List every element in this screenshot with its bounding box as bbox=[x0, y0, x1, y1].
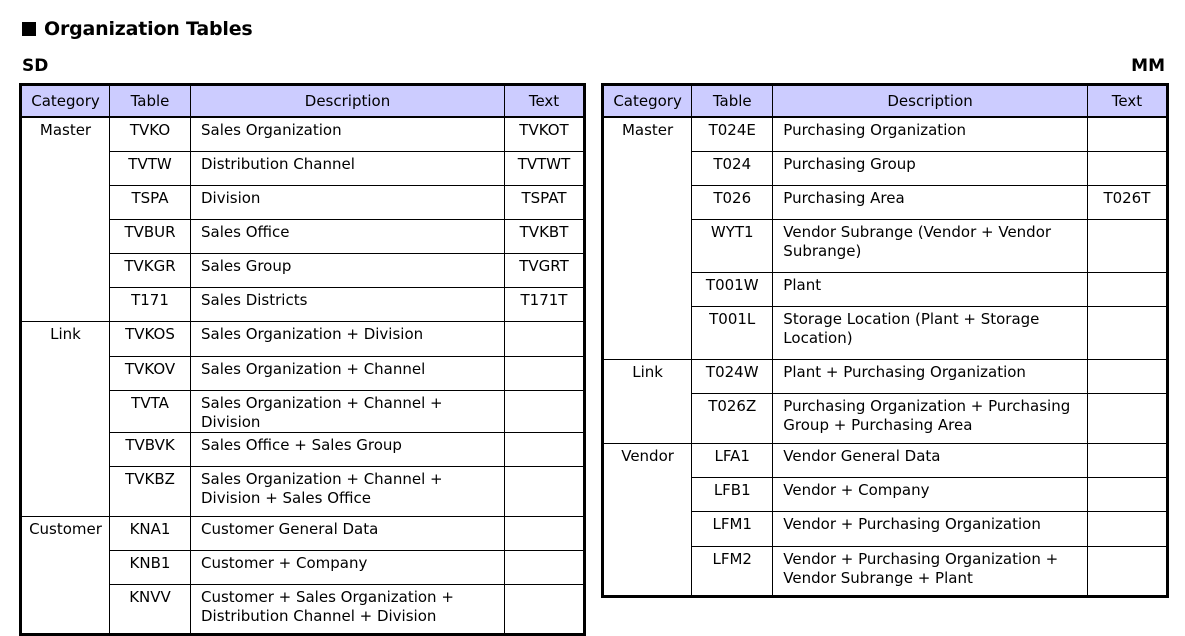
text-table-cell bbox=[505, 584, 585, 634]
category-cell: Link bbox=[603, 359, 692, 443]
table-name-cell: TVKBZ bbox=[110, 466, 191, 516]
description-cell: Purchasing Organization bbox=[773, 117, 1088, 151]
table-name-cell: T171 bbox=[110, 287, 191, 321]
description-cell: Sales Group bbox=[191, 253, 505, 287]
text-column-header: Text bbox=[505, 85, 585, 118]
description-cell: Vendor General Data bbox=[773, 443, 1088, 477]
mm-table-body bbox=[603, 117, 1168, 596]
description-cell: Sales Organization + Division bbox=[191, 321, 505, 356]
table-name-cell: TVKO bbox=[110, 117, 191, 151]
table-name-cell: LFM2 bbox=[692, 546, 773, 596]
text-table-cell bbox=[1087, 272, 1167, 306]
table-name-cell: T001L bbox=[692, 306, 773, 359]
mm-organization-table bbox=[601, 83, 1169, 598]
table-name-cell: T024W bbox=[692, 359, 773, 393]
text-table-cell: T171T bbox=[505, 287, 585, 321]
description-cell: Sales Districts bbox=[191, 287, 505, 321]
sd-section-label: SD bbox=[22, 56, 49, 76]
square-bullet-icon bbox=[22, 22, 36, 36]
table-row bbox=[603, 117, 1168, 151]
table-name-cell: T024E bbox=[692, 117, 773, 151]
sd-organization-table bbox=[19, 83, 586, 636]
category-cell: Vendor bbox=[603, 443, 692, 596]
table-row bbox=[21, 117, 585, 151]
table-name-cell: T026Z bbox=[692, 393, 773, 443]
description-cell: Sales Organization + Channel bbox=[191, 356, 505, 390]
category-cell: Link bbox=[21, 321, 110, 516]
table-name-cell: TVTA bbox=[110, 390, 191, 432]
page-title-text: Organization Tables bbox=[44, 18, 253, 40]
table-header-row bbox=[21, 85, 585, 118]
text-table-cell bbox=[505, 432, 585, 466]
description-cell: Purchasing Group bbox=[773, 151, 1088, 185]
mm-section-label: MM bbox=[1131, 56, 1165, 76]
text-table-cell: TVKBT bbox=[505, 219, 585, 253]
category-column-header: Category bbox=[21, 85, 110, 118]
text-table-cell bbox=[1087, 117, 1167, 151]
table-name-cell: TVBUR bbox=[110, 219, 191, 253]
description-cell: Sales Office bbox=[191, 219, 505, 253]
text-table-cell bbox=[1087, 511, 1167, 546]
table-name-cell: KNB1 bbox=[110, 550, 191, 584]
description-cell: Customer + Sales Organization + Distribution Channel + Division bbox=[191, 584, 505, 634]
description-cell: Sales Organization + Channel + Division bbox=[191, 390, 505, 432]
text-table-cell bbox=[1087, 359, 1167, 393]
text-table-cell bbox=[1087, 219, 1167, 272]
text-table-cell bbox=[505, 390, 585, 432]
text-table-cell bbox=[1087, 393, 1167, 443]
description-cell: Plant + Purchasing Organization bbox=[773, 359, 1088, 393]
description-cell: Vendor + Purchasing Organization + Vendor Subrange + Plant bbox=[773, 546, 1088, 596]
text-table-cell bbox=[1087, 546, 1167, 596]
description-cell: Vendor + Company bbox=[773, 477, 1088, 511]
table-name-cell: TVBVK bbox=[110, 432, 191, 466]
table-name-cell: LFB1 bbox=[692, 477, 773, 511]
description-cell: Customer + Company bbox=[191, 550, 505, 584]
text-table-cell bbox=[1087, 306, 1167, 359]
table-header-row bbox=[603, 85, 1168, 118]
text-table-cell bbox=[1087, 477, 1167, 511]
text-table-cell: TSPAT bbox=[505, 185, 585, 219]
table-name-cell: T024 bbox=[692, 151, 773, 185]
table-column-header: Table bbox=[692, 85, 773, 118]
sd-table-body bbox=[21, 117, 585, 634]
text-table-cell bbox=[505, 466, 585, 516]
description-cell: Purchasing Area bbox=[773, 185, 1088, 219]
category-cell: Customer bbox=[21, 516, 110, 634]
description-cell: Vendor Subrange (Vendor + Vendor Subrange) bbox=[773, 219, 1088, 272]
category-cell: Master bbox=[21, 117, 110, 321]
description-column-header: Description bbox=[773, 85, 1088, 118]
table-row bbox=[603, 443, 1168, 477]
text-column-header: Text bbox=[1087, 85, 1167, 118]
table-name-cell: WYT1 bbox=[692, 219, 773, 272]
table-row bbox=[603, 359, 1168, 393]
table-row bbox=[21, 516, 585, 550]
text-table-cell: TVTWT bbox=[505, 151, 585, 185]
description-cell: Distribution Channel bbox=[191, 151, 505, 185]
table-name-cell: KNVV bbox=[110, 584, 191, 634]
page-title bbox=[22, 18, 253, 40]
text-table-cell bbox=[505, 550, 585, 584]
description-cell: Purchasing Organization + Purchasing Group + Purchasing Area bbox=[773, 393, 1088, 443]
description-cell: Division bbox=[191, 185, 505, 219]
table-name-cell: LFA1 bbox=[692, 443, 773, 477]
text-table-cell: T026T bbox=[1087, 185, 1167, 219]
text-table-cell bbox=[1087, 443, 1167, 477]
text-table-cell bbox=[505, 321, 585, 356]
table-name-cell: TVTW bbox=[110, 151, 191, 185]
table-name-cell: TSPA bbox=[110, 185, 191, 219]
table-name-cell: TVKOS bbox=[110, 321, 191, 356]
description-cell: Customer General Data bbox=[191, 516, 505, 550]
category-cell: Master bbox=[603, 117, 692, 359]
text-table-cell: TVGRT bbox=[505, 253, 585, 287]
description-cell: Sales Organization bbox=[191, 117, 505, 151]
text-table-cell bbox=[505, 516, 585, 550]
description-column-header: Description bbox=[191, 85, 505, 118]
table-name-cell: KNA1 bbox=[110, 516, 191, 550]
table-name-cell: T001W bbox=[692, 272, 773, 306]
table-column-header: Table bbox=[110, 85, 191, 118]
table-name-cell: LFM1 bbox=[692, 511, 773, 546]
description-cell: Plant bbox=[773, 272, 1088, 306]
description-cell: Storage Location (Plant + Storage Location) bbox=[773, 306, 1088, 359]
text-table-cell bbox=[505, 356, 585, 390]
table-row bbox=[21, 321, 585, 356]
description-cell: Vendor + Purchasing Organization bbox=[773, 511, 1088, 546]
text-table-cell: TVKOT bbox=[505, 117, 585, 151]
category-column-header: Category bbox=[603, 85, 692, 118]
description-cell: Sales Organization + Channel + Division + Sales Office bbox=[191, 466, 505, 516]
table-name-cell: TVKOV bbox=[110, 356, 191, 390]
description-cell: Sales Office + Sales Group bbox=[191, 432, 505, 466]
table-name-cell: T026 bbox=[692, 185, 773, 219]
table-name-cell: TVKGR bbox=[110, 253, 191, 287]
text-table-cell bbox=[1087, 151, 1167, 185]
